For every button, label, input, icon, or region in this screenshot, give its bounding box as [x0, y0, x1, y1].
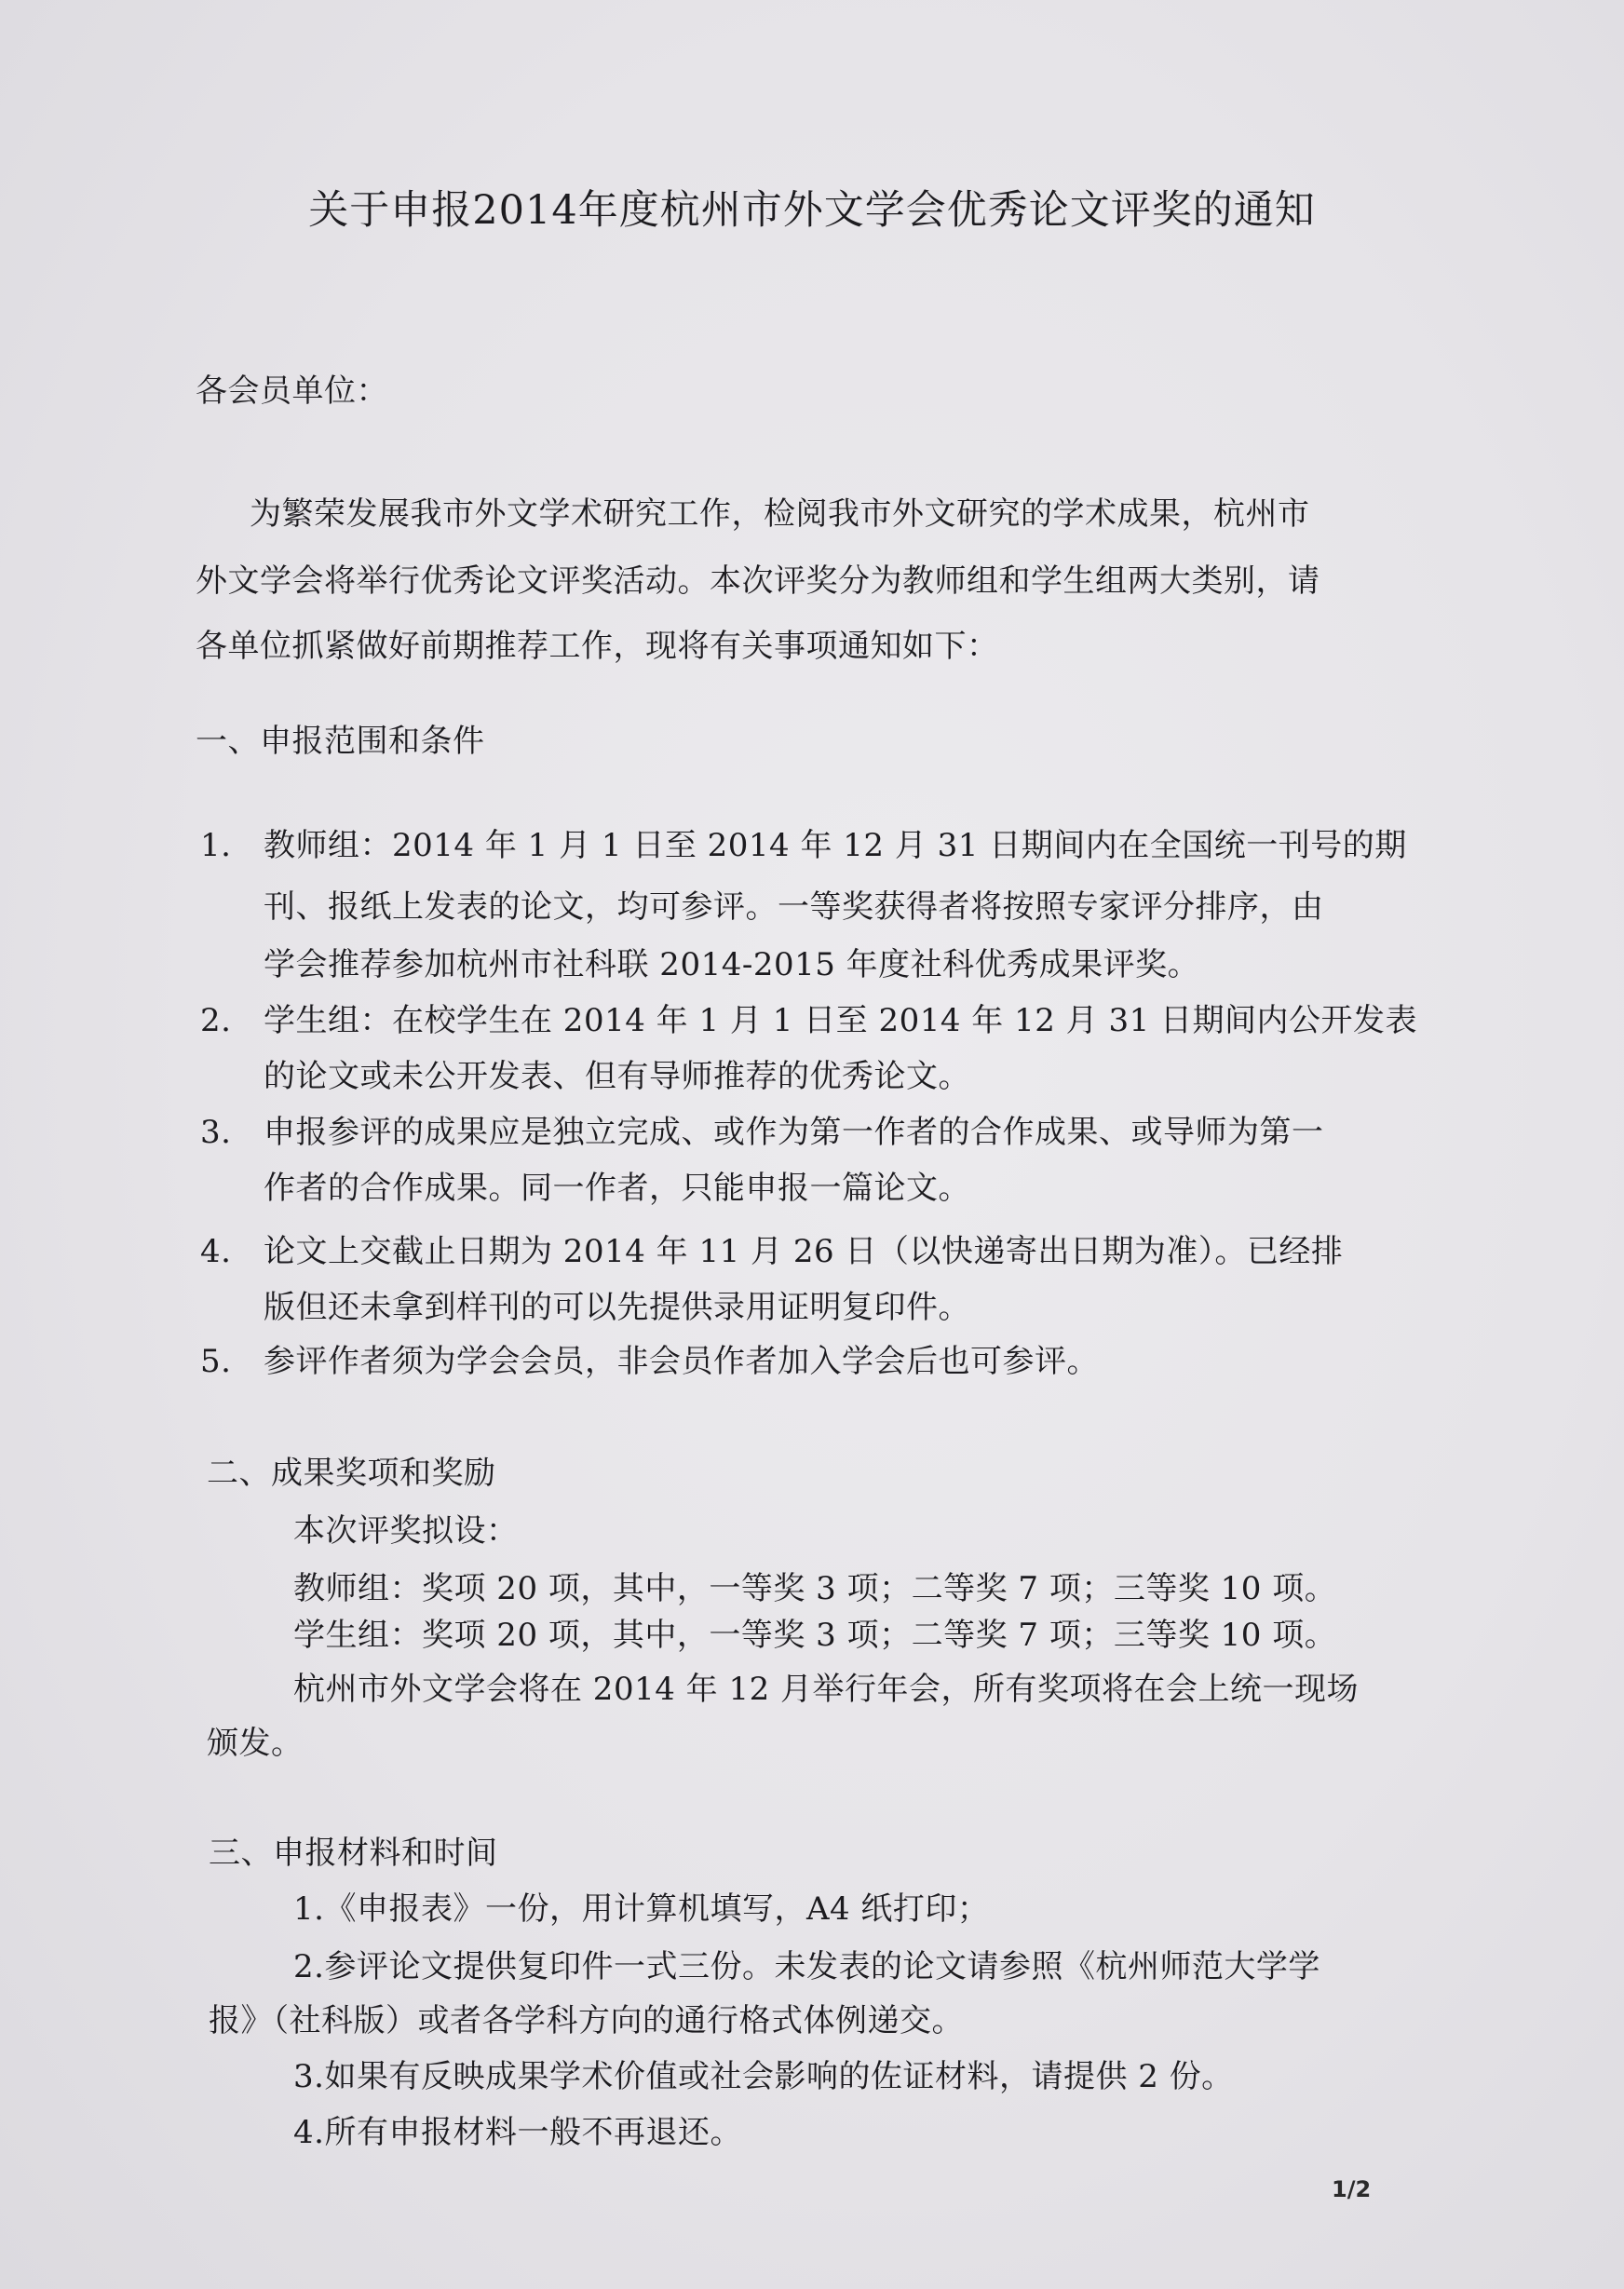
section-1-item-3-line-2: 作者的合作成果。同一作者，只能申报一篇论文。: [264, 1170, 970, 1207]
page-number: 1/2: [1332, 2176, 1372, 2202]
section-1-item-3-line-1: 申报参评的成果应是独立完成、或作为第一作者的合作成果、或导师为第一: [264, 1114, 1324, 1151]
section-2-teacher-awards: 教师组：奖项 20 项，其中，一等奖 3 项；二等奖 7 项；三等奖 10 项。: [293, 1570, 1337, 1607]
section-1-item-5-number: 5.: [200, 1343, 232, 1380]
section-2-student-awards: 学生组：奖项 20 项，其中，一等奖 3 项；二等奖 7 项；三等奖 10 项。: [293, 1617, 1337, 1654]
section-3-item-2-line-2: 报》（社科版）或者各学科方向的通行格式体例递交。: [209, 2002, 964, 2039]
section-2-intro: 本次评奖拟设：: [293, 1512, 519, 1550]
section-1-item-1-line-1: 教师组：2014 年 1 月 1 日至 2014 年 12 月 31 日期间内在全国统一刊号的期: [264, 827, 1407, 864]
intro-line-1: 为繁荣发展我市外文学术研究工作，检阅我市外文研究的学术成果，杭州市: [250, 495, 1310, 533]
section-1-item-2-number: 2.: [200, 1002, 232, 1039]
intro-line-3: 各单位抓紧做好前期推荐工作，现将有关事项通知如下：: [196, 628, 999, 665]
section-1-item-1-number: 1.: [200, 827, 232, 864]
section-3-heading: 三、申报材料和时间: [209, 1835, 498, 1872]
section-1-item-5-line-1: 参评作者须为学会会员，非会员作者加入学会后也可参评。: [264, 1343, 1099, 1380]
section-1-item-4-number: 4.: [200, 1233, 232, 1270]
section-2-heading: 二、成果奖项和奖励: [207, 1455, 496, 1492]
section-3-item-4: 4.所有申报材料一般不再退还。: [293, 2114, 742, 2151]
section-1-heading: 一、申报范围和条件: [196, 723, 485, 760]
salutation: 各会员单位：: [196, 372, 388, 410]
section-2-meeting-line-2: 颁发。: [207, 1725, 304, 1762]
section-1-item-1-line-2: 刊、报纸上发表的论文，均可参评。一等奖获得者将按照专家评分排序，由: [264, 888, 1324, 926]
section-1-item-4-line-1: 论文上交截止日期为 2014 年 11 月 26 日（以快递寄出日期为准）。已经排: [264, 1233, 1344, 1270]
section-1-item-4-line-2: 版但还未拿到样刊的可以先提供录用证明复印件。: [264, 1289, 970, 1326]
document-title: 关于申报2014年度杭州市外文学会优秀论文评奖的通知: [308, 187, 1316, 234]
section-3-item-2-line-1: 2.参评论文提供复印件一式三份。未发表的论文请参照《杭州师范大学学: [293, 1948, 1320, 1985]
section-1-item-1-line-3: 学会推荐参加杭州市社科联 2014-2015 年度社科优秀成果评奖。: [264, 946, 1200, 983]
intro-line-2: 外文学会将举行优秀论文评奖活动。本次评奖分为教师组和学生组两大类别，请: [196, 562, 1320, 600]
section-2-meeting-line-1: 杭州市外文学会将在 2014 年 12 月举行年会，所有奖项将在会上统一现场: [293, 1671, 1360, 1708]
section-1-item-2-line-2: 的论文或未公开发表、但有导师推荐的优秀论文。: [264, 1058, 970, 1095]
section-1-item-3-number: 3.: [200, 1114, 232, 1151]
section-3-item-1: 1.《申报表》一份，用计算机填写，A4 纸打印；: [293, 1890, 990, 1928]
section-1-item-2-line-1: 学生组：在校学生在 2014 年 1 月 1 日至 2014 年 12 月 31 日期间内公开发表: [264, 1002, 1418, 1039]
section-3-item-3: 3.如果有反映成果学术价值或社会影响的佐证材料，请提供 2 份。: [293, 2058, 1234, 2095]
